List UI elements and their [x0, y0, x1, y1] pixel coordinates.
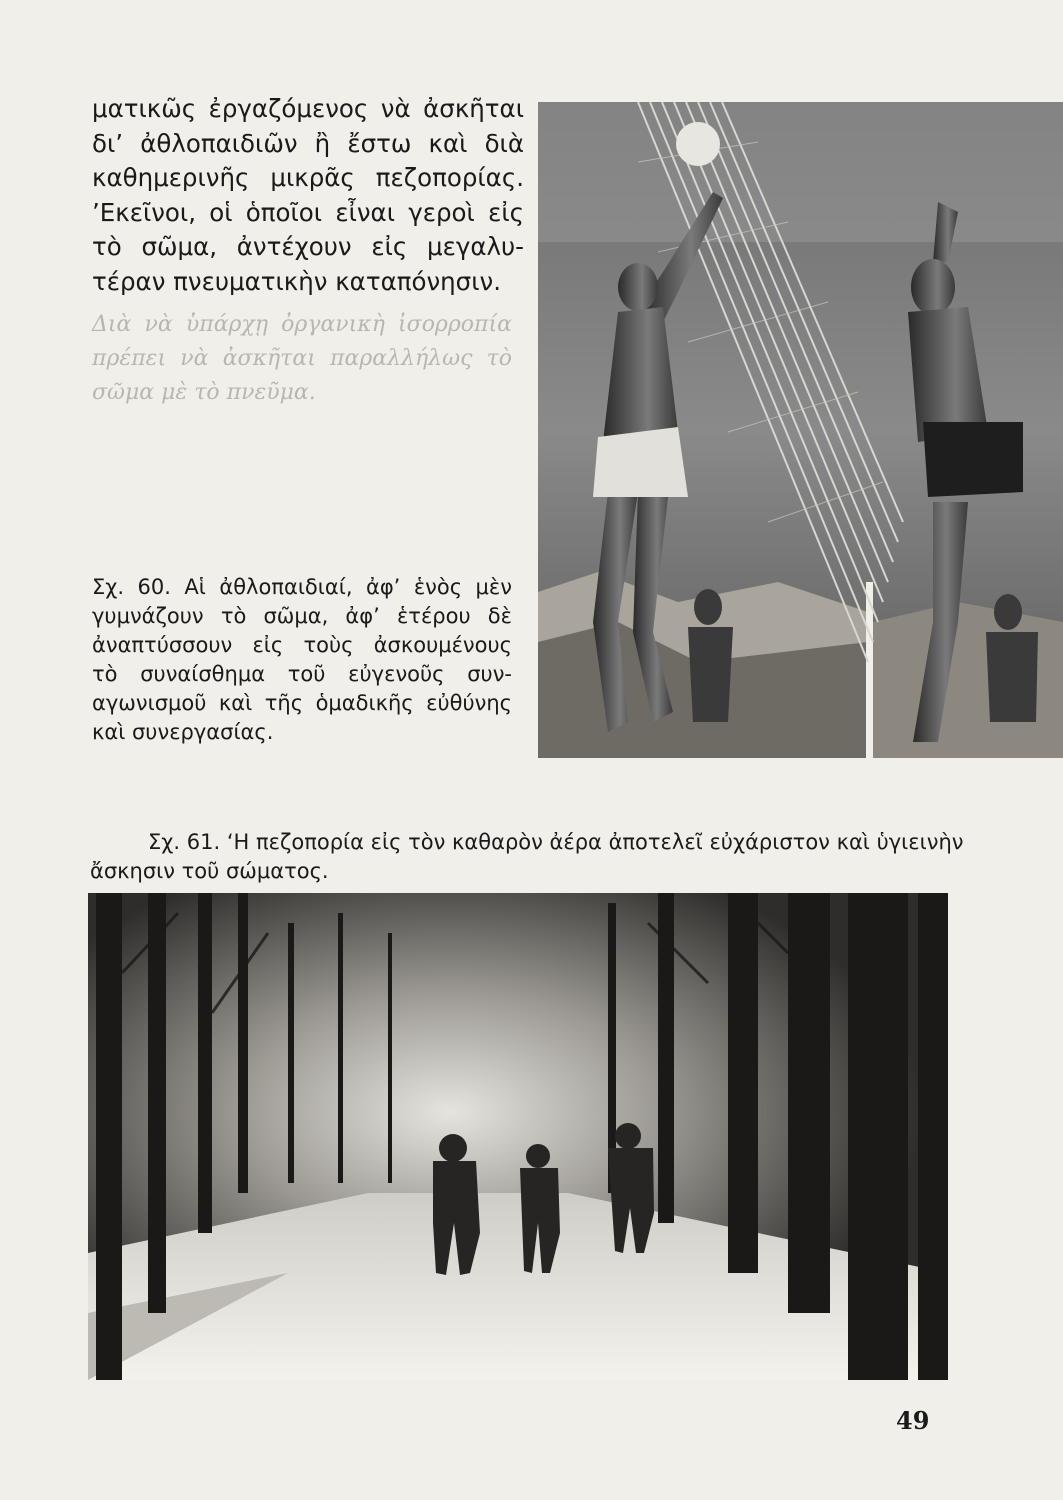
quote-line: πρέπει νὰ ἀσκῆται παραλλήλως τὸ: [92, 346, 512, 371]
body-line: ’Εκεῖνοι, οἱ ὁποῖοι εἶναι γεροὶ εἰς: [92, 197, 524, 227]
quote-line: Διὰ νὰ ὑπάρχῃ ὀργανικὴ ἰσορροπία: [92, 312, 512, 337]
body-line: τὸ σῶμα, ἀντέχουν εἰς μεγαλυ-: [92, 232, 524, 261]
body-line: τέραν πνευματικὴν καταπόνησιν.: [92, 266, 501, 296]
caption-line: τὸ συναίσθημα τοῦ εὐγενοῦς συν-: [92, 662, 512, 686]
body-paragraph: [92, 92, 524, 299]
figure-61-caption: [90, 828, 964, 886]
body-line: δι’ ἀθλοπαιδιῶν ἢ ἔστω καὶ διὰ: [92, 128, 524, 158]
body-line: ματικῶς ἐργαζόμενος νὰ ἀσκῆται: [92, 94, 524, 123]
faded-quote: [92, 308, 512, 410]
caption-line: καὶ συνεργασίας.: [92, 720, 274, 744]
caption-line: Σχ. 60. Αἱ ἀθλοπαιδιαί, ἀφ’ ἑνὸς μὲν: [92, 575, 512, 599]
caption-line: γυμνάζουν τὸ σῶμα, ἀφ’ ἑτέρου δὲ: [92, 604, 512, 628]
caption-line: αγωνισμοῦ καὶ τῆς ὁμαδικῆς εὐθύνης: [92, 691, 512, 715]
quote-line: σῶμα μὲ τὸ πνεῦμα.: [92, 380, 316, 405]
volleyball-photo: [538, 102, 1063, 758]
caption-line: ἄσκησιν τοῦ σώματος.: [90, 859, 329, 883]
figure-60-caption: [92, 573, 512, 747]
forest-walk-photo: [88, 893, 948, 1380]
page-number: 49: [896, 1406, 930, 1435]
caption-line: ἀναπτύσσουν εἰς τοὺς ἀσκουμένους: [92, 633, 512, 657]
body-line: καθημερινῆς μικρᾶς πεζοπορίας.: [92, 163, 524, 192]
caption-line: Σχ. 61. ‘Η πεζοπορία εἰς τὸν καθαρὸν ἀέρα ἀποτελεῖ εὐχάριστον καὶ ὑγιεινὴν: [148, 830, 964, 854]
